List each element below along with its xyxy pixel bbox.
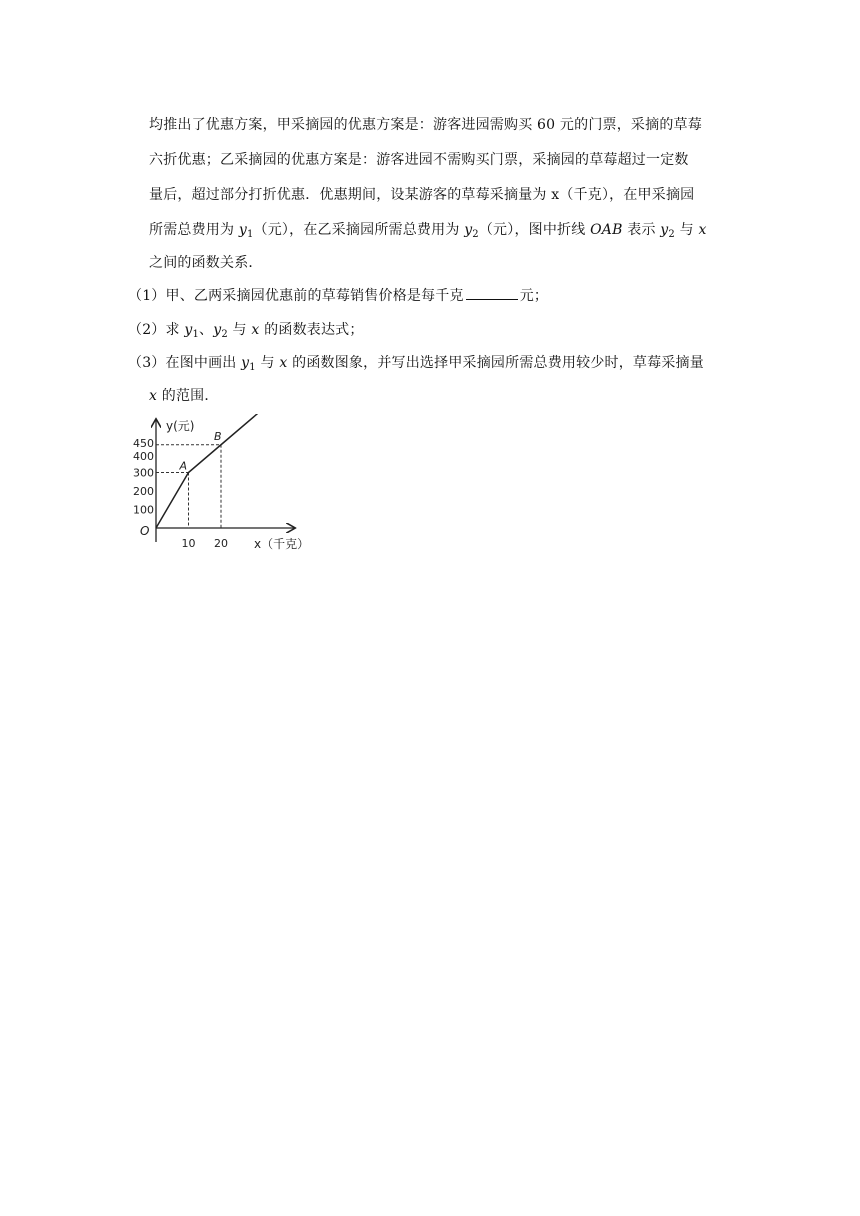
x-axis-label: x（千克）	[254, 537, 310, 551]
problem-line-1: 均推出了优惠方案，甲采摘园的优惠方案是：游客进园需购买 60 元的门票，采摘的草莓	[149, 117, 702, 133]
y-tick-label: 400	[133, 450, 154, 463]
question-1: （1）甲、乙两采摘园优惠前的草莓销售价格是每千克 元；	[128, 288, 549, 304]
origin-label: O	[140, 524, 150, 538]
problem-line-3: 量后，超过部分打折优惠．优惠期间，设某游客的草莓采摘量为 x（千克），在甲采摘园	[149, 187, 695, 203]
question-2: （2）求 $y_1$、$y_2$ 与 x 的函数表达式；	[128, 322, 364, 340]
problem-line-5: 之间的函数关系．	[149, 255, 263, 271]
answer-blank	[466, 287, 518, 300]
y-tick-label: 200	[133, 485, 154, 498]
question-3-cont: x 的范围．	[149, 388, 219, 404]
y-tick-label: 100	[133, 503, 154, 517]
y-axis-label: y(元)	[166, 419, 195, 433]
x-tick-label: 20	[214, 537, 228, 550]
problem-line-4: 所需总费用为 $y_1$（元），在乙采摘园所需总费用为 $y_2$（元），图中折线 OAB 表示 $y_2$ 与 x	[149, 222, 707, 240]
function-graph	[124, 414, 324, 560]
problem-line-2: 六折优惠；乙采摘园的优惠方案是：游客进园不需购买门票，采摘园的草莓超过一定数	[149, 152, 689, 168]
x-tick-label: 10	[181, 537, 196, 550]
question-3: （3）在图中画出 $y_1$ 与 x 的函数图象，并写出选择甲采摘园所需总费用较少时，草莓采摘量	[128, 355, 704, 373]
y-tick-label: 300	[133, 466, 154, 480]
point-label-a: A	[179, 459, 188, 473]
y-tick-label: 450	[133, 436, 154, 450]
point-label-b: B	[214, 429, 222, 443]
